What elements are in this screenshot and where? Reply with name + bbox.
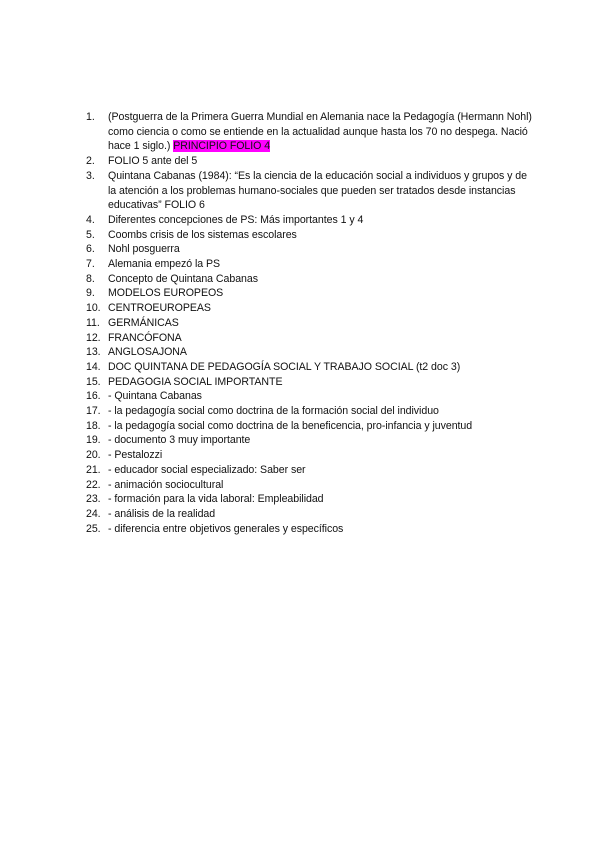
item-text: ANGLOSAJONA [108, 346, 187, 359]
item-number: 7. [86, 258, 95, 271]
item-number: 22. [86, 478, 101, 491]
item-text: FRANCÓFONA [108, 331, 182, 344]
item-number: 2. [86, 155, 95, 168]
item-text: Coombs crisis de los sistemas escolares [108, 228, 297, 241]
item-number: 1. [86, 111, 95, 123]
list-item [86, 316, 532, 331]
list-item [86, 522, 532, 537]
list-item [86, 331, 532, 346]
list-item [86, 433, 532, 448]
list-item [86, 507, 532, 522]
item-text: PEDAGOGIA SOCIAL IMPORTANTE [108, 375, 283, 388]
item-number: 15. [86, 375, 101, 388]
item-text: Diferentes concepciones de PS: Más importantes 1 y 4 [108, 213, 364, 226]
list-item [86, 242, 532, 257]
item-number: 18. [86, 419, 101, 432]
list-item [86, 389, 532, 404]
item-number: 25. [86, 522, 101, 535]
item-text: - documento 3 muy importante [108, 434, 251, 447]
list-item [86, 154, 532, 169]
item-number: 24. [86, 507, 101, 520]
item-text: CENTROEUROPEAS [108, 302, 211, 315]
list-item [86, 110, 532, 154]
item-text: - la pedagogía social como doctrina de la beneficencia, pro-infancia y juventud [108, 419, 473, 432]
item-text: FOLIO 5 ante del 5 [108, 155, 198, 168]
item-number: 8. [86, 272, 95, 285]
list-item [86, 301, 532, 316]
item-text: - análisis de la realidad [108, 507, 216, 520]
item-text [108, 110, 532, 154]
item-number: 5. [86, 228, 95, 241]
item-number: 23. [86, 493, 101, 506]
item-number: 14. [86, 360, 101, 373]
highlighted-text: PRINCIPIO FOLIO 4 [173, 140, 271, 153]
list-item [86, 169, 532, 213]
item-number: 19. [86, 434, 101, 447]
item-text: - la pedagogía social como doctrina de la formación social del individuo [108, 405, 439, 418]
item-number: 6. [86, 243, 95, 256]
list-item [86, 272, 532, 287]
list-item [86, 345, 532, 360]
item-text: - diferencia entre objetivos generales y específicos [108, 522, 344, 535]
list-item [86, 419, 532, 434]
item-number: 17. [86, 405, 101, 418]
item-number: 21. [86, 463, 101, 476]
item-text: Concepto de Quintana Cabanas [108, 272, 258, 285]
list-item [86, 492, 532, 507]
item-text-content: (Postguerra de la Primera Guerra Mundial en Alemania nace la Pedagogía (Hermann Nohl) como ciencia o como se entiende en la actualidad aunque hasta los 70 no despega. Nació hace 1 siglo.) [108, 111, 532, 153]
item-number: 3. [86, 169, 95, 182]
item-number: 10. [86, 302, 101, 315]
item-number: 9. [86, 287, 95, 300]
list-item [86, 478, 532, 493]
item-number: 11. [86, 316, 100, 329]
item-number: 4. [86, 213, 95, 226]
item-text: - animación sociocultural [108, 478, 224, 491]
item-number: 13. [86, 346, 101, 359]
item-text: - educador social especializado: Saber ser [108, 463, 306, 476]
item-number: 16. [86, 390, 101, 403]
item-number: 20. [86, 449, 101, 462]
list-item [86, 286, 532, 301]
list-item [86, 257, 532, 272]
list-item [86, 360, 532, 375]
item-text: DOC QUINTANA DE PEDAGOGÍA SOCIAL Y TRABAJO SOCIAL (t2 doc 3) [108, 360, 461, 373]
item-text: - Quintana Cabanas [108, 390, 202, 403]
item-text: Nohl posguerra [108, 243, 180, 256]
list-item [86, 375, 532, 390]
item-number: 12. [86, 331, 101, 344]
list-item [86, 448, 532, 463]
list-item [86, 213, 532, 228]
item-text: Alemania empezó la PS [108, 258, 221, 271]
list-item [86, 463, 532, 478]
item-text: - Pestalozzi [108, 449, 163, 462]
item-text: Quintana Cabanas (1984): “Es la ciencia de la educación social a individuos y grupos y de la atención a los problemas humano-sociales que pueden ser tratados desde instancias educativas” FOLIO 6 [108, 169, 527, 212]
list-item [86, 228, 532, 243]
notes-list [86, 110, 532, 536]
item-text: GERMÁNICAS [108, 316, 179, 329]
item-text: - formación para la vida laboral: Empleabilidad [108, 493, 324, 506]
list-item [86, 404, 532, 419]
item-text: MODELOS EUROPEOS [108, 287, 224, 300]
